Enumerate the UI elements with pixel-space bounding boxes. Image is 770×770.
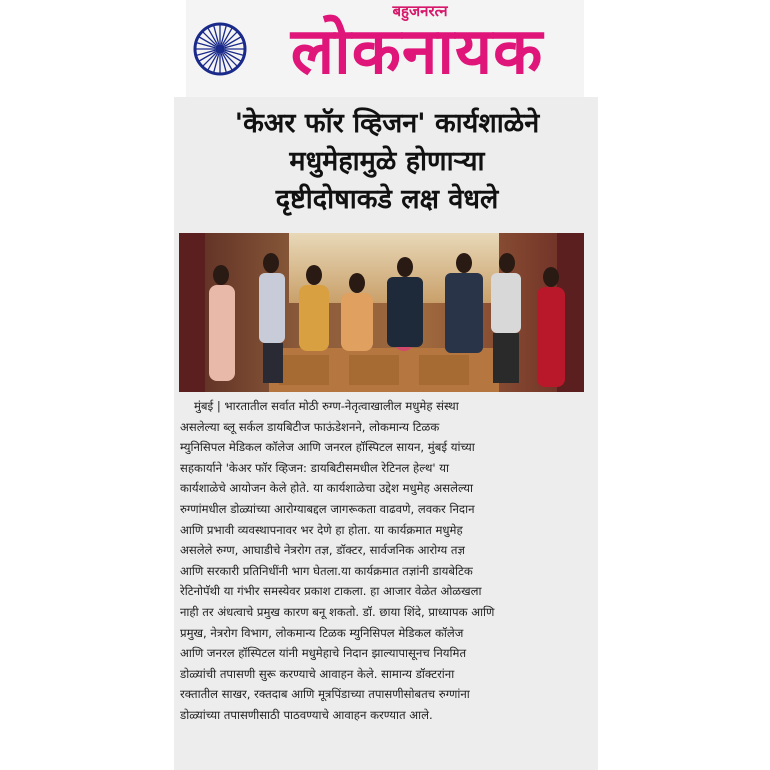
body-line: डोळ्यांची तपासणी सुरू करण्याचे आवाहन केले. सामान्य डॉक्टरांना — [180, 666, 455, 681]
masthead-supertitle: बहुजनरत्न — [392, 2, 448, 20]
body-line: नाही तर अंधत्वाचे प्रमुख कारण बनू शकतो. डॉ. छाया शिंदे, प्राध्यापक आणि — [180, 604, 495, 619]
newspaper-brand: लोकनायक — [290, 15, 544, 89]
body-line: डोळ्यांच्या तपासणीसाठी पाठवण्याचे आवाहन करण्यात आले. — [180, 707, 433, 722]
article-headline — [180, 105, 594, 219]
body-line: आणि जनरल हॉस्पिटल यांनी मधुमेहाचे निदान झाल्यापासूनच नियमित — [180, 646, 467, 661]
body-line: रुग्णांमधील डोळ्यांच्या आरोग्याबद्दल जागरूकता वाढवणे, लवकर निदान — [180, 501, 475, 516]
body-line: असलेले रुग्ण, आघाडीचे नेत्ररोग तज्ञ, डॉक्टर, सार्वजनिक आरोग्य तज्ञ — [180, 543, 465, 558]
ashoka-chakra-icon — [193, 22, 247, 76]
event-photo — [179, 233, 584, 392]
body-line: रेटिनोपॅथी या गंभीर समस्येवर प्रकाश टाकला. हा आजार वेळेत ओळखला — [180, 584, 482, 599]
body-line: असलेल्या ब्लू सर्कल डायबिटीज फाऊंडेशनने, लोकमान्य टिळक — [180, 419, 440, 434]
headline-line: 'केअर फॉर व्हिजन' कार्यशाळेने — [234, 108, 540, 139]
body-line: आणि प्रभावी व्यवस्थापनावर भर देणे हा होता. या कार्यक्रमात मधुमेह — [180, 522, 463, 537]
body-line: रक्तातील साखर, रक्तदाब आणि मूत्रपिंडाच्या तपासणीसोबतच रुग्णांना — [180, 687, 470, 702]
body-line: प्रमुख, नेत्ररोग विभाग, लोकमान्य टिळक म्युनिसिपल मेडिकल कॉलेज — [180, 625, 464, 640]
body-line: सहकार्याने 'केअर फॉर व्हिजन: डायबिटीसमधील रेटिनल हेल्थ' या — [180, 460, 450, 475]
body-line: कार्यशाळेचे आयोजन केले होते. या कार्यशाळेचा उद्देश मधुमेह असलेल्या — [180, 481, 474, 496]
body-line: आणि सरकारी प्रतिनिधींनी भाग घेतला.या कार्यक्रमात तज्ञांनी डायबेटिक — [180, 563, 473, 578]
body-line: मुंबई | भारतातील सर्वात मोठी रुग्ण-नेतृत्वाखालील मधुमेह संस्था — [194, 399, 459, 413]
headline-line: दृष्टीदोषाकडे लक्ष वेधले — [275, 184, 499, 215]
headline-line: मधुमेहामुळे होणाऱ्या — [289, 146, 485, 177]
body-line: म्युनिसिपल मेडिकल कॉलेज आणि जनरल हॉस्पिटल सायन, मुंबई यांच्या — [180, 440, 475, 455]
article-body — [180, 396, 590, 726]
